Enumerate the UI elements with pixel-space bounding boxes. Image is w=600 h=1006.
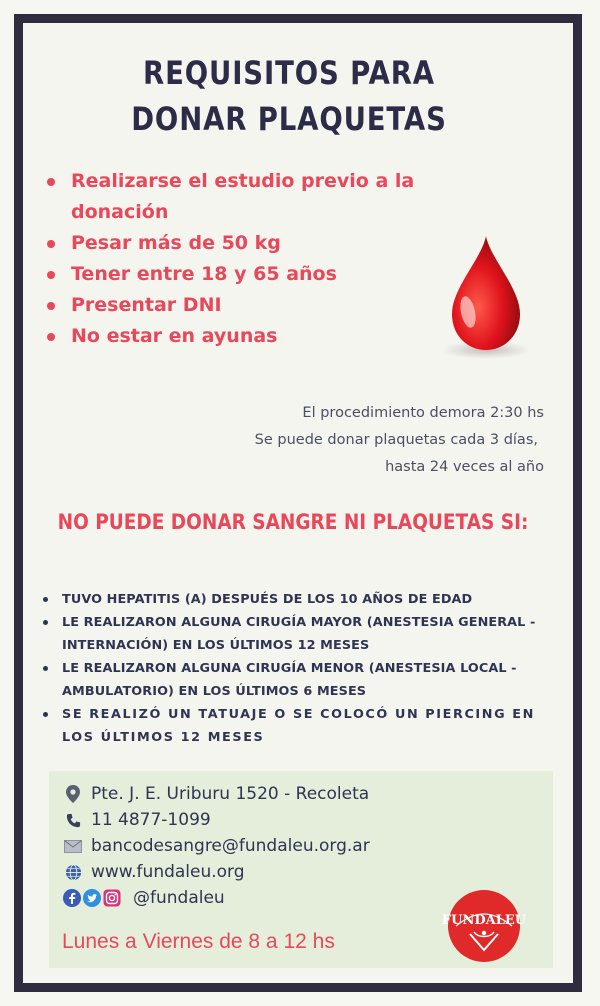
social-row bbox=[63, 885, 225, 911]
requirement-item: No estar en ayunas bbox=[44, 321, 464, 352]
requirements-list bbox=[44, 166, 464, 352]
page-title bbox=[40, 50, 537, 142]
instagram-icon[interactable] bbox=[103, 889, 121, 907]
opening-hours: Lunes a Viernes de 8 a 12 hs bbox=[62, 930, 335, 953]
email-row bbox=[63, 833, 370, 859]
phone-link[interactable]: 11 4877-1099 bbox=[91, 810, 211, 830]
envelope-icon bbox=[63, 836, 83, 856]
procedure-info bbox=[255, 400, 544, 481]
globe-icon bbox=[63, 862, 83, 882]
condition-item: LE REALIZARON ALGUNA CIRUGÍA MENOR (ANESTESIA LOCAL - AMBULATORIO) EN LOS ÚLTIMOS 6 MESES bbox=[42, 657, 552, 703]
title-line-1: REQUISITOS PARA bbox=[143, 54, 435, 92]
condition-item: TUVO HEPATITIS (A) DESPUÉS DE LOS 10 AÑOS DE EDAD bbox=[42, 588, 552, 611]
requirement-item: Pesar más de 50 kg bbox=[44, 228, 464, 259]
title-line-2: DONAR PLAQUETAS bbox=[131, 100, 447, 138]
fundaleu-logo bbox=[440, 888, 528, 964]
facebook-icon[interactable] bbox=[63, 889, 81, 907]
address-row bbox=[63, 781, 369, 807]
condition-item: LE REALIZARON ALGUNA CIRUGÍA MAYOR (ANESTESIA GENERAL - INTERNACIÓN) EN LOS ÚLTIMOS 12 MESES bbox=[42, 611, 552, 657]
location-pin-icon bbox=[63, 784, 83, 804]
requirement-item: Presentar DNI bbox=[44, 290, 464, 321]
email-link[interactable]: bancodesangre@fundaleu.org.ar bbox=[91, 836, 370, 856]
svg-text:FUNDALEU: FUNDALEU bbox=[441, 913, 527, 928]
social-handle[interactable]: @fundaleu bbox=[133, 888, 225, 908]
social-icons bbox=[63, 889, 123, 907]
website-link[interactable]: www.fundaleu.org bbox=[91, 862, 245, 882]
phone-row bbox=[63, 807, 211, 833]
requirement-item: Tener entre 18 y 65 años bbox=[44, 259, 464, 290]
condition-item: SE REALIZÓ UN TATUAJE O SE COLOCÓ UN PIERCING EN LOS ÚLTIMOS 12 MESES bbox=[42, 703, 552, 749]
twitter-icon[interactable] bbox=[83, 889, 101, 907]
requirement-item: Realizarse el estudio previo a la donación bbox=[44, 166, 464, 228]
blood-drop-icon bbox=[432, 232, 540, 362]
phone-icon bbox=[63, 810, 83, 830]
website-row bbox=[63, 859, 245, 885]
address-text: Pte. J. E. Uriburu 1520 - Recoleta bbox=[91, 784, 370, 804]
procedure-duration: El procedimiento demora 2:30 hs bbox=[302, 405, 544, 421]
warning-heading: NO PUEDE DONAR SANGRE NI PLAQUETAS SI: bbox=[57, 510, 529, 534]
procedure-limit: hasta 24 veces al año bbox=[385, 459, 544, 475]
conditions-list bbox=[42, 588, 552, 749]
procedure-frequency: Se puede donar plaquetas cada 3 días, bbox=[254, 432, 538, 448]
